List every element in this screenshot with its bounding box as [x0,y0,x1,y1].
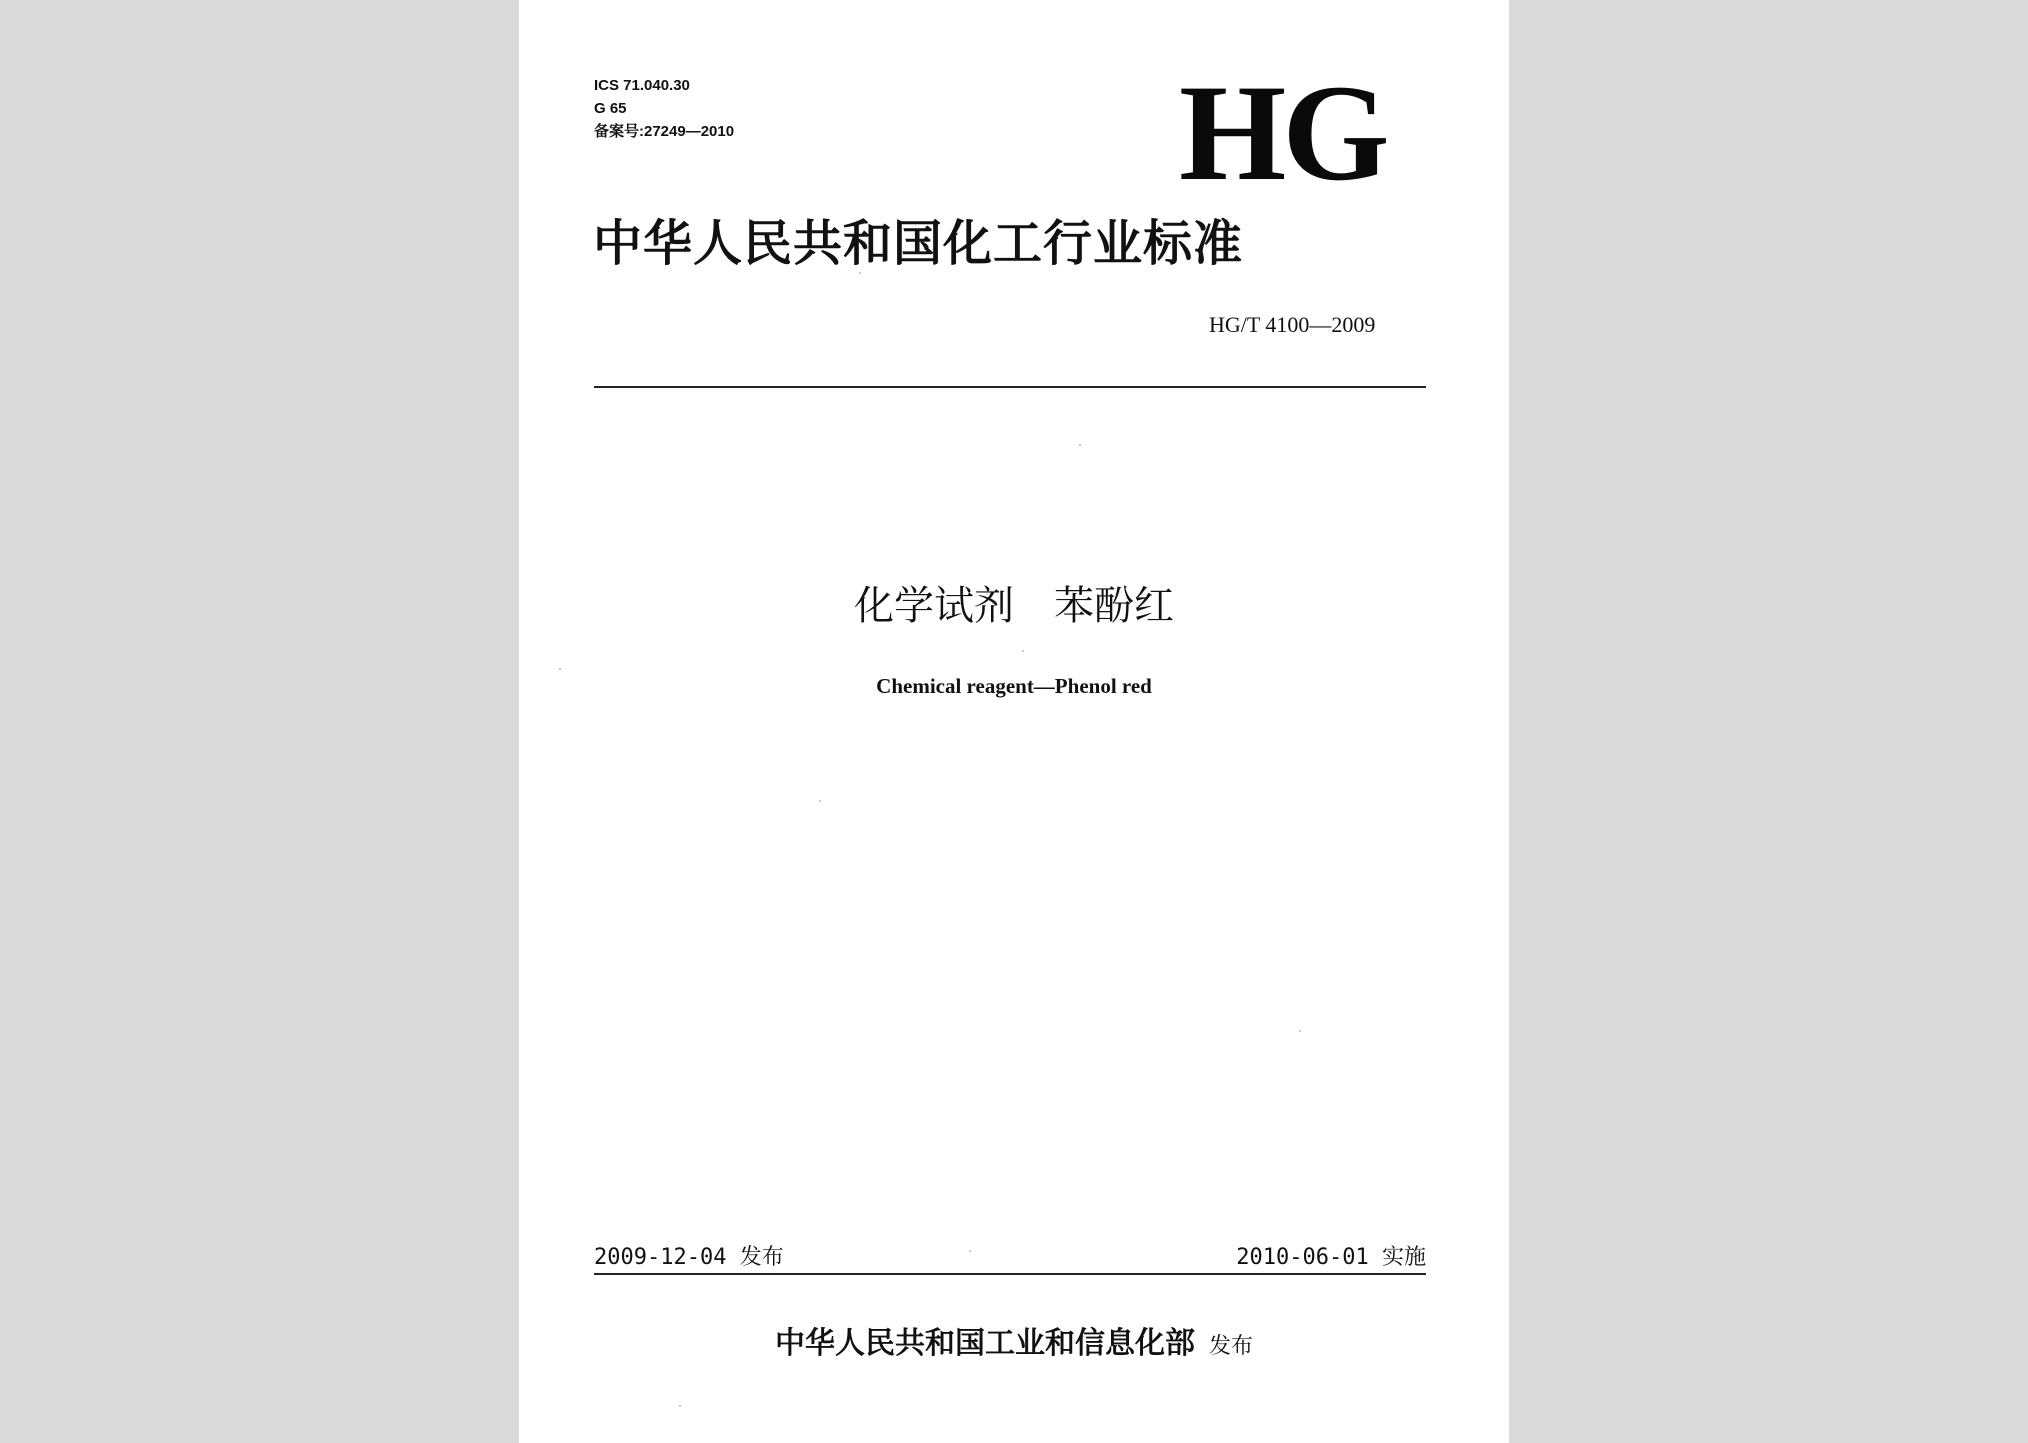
top-divider [594,386,1426,388]
scan-speck [969,1250,971,1252]
scan-speck [1299,1030,1301,1032]
scan-speck [1022,650,1024,652]
scan-speck [559,668,561,670]
filing-number: 备案号:27249—2010 [594,123,735,140]
classification-codes [594,74,734,143]
scan-speck [1079,444,1081,446]
hg-logo: HG [1179,56,1386,209]
issuer-line [519,1318,1509,1362]
document-title-chinese: 化学试剂 苯酚红 [854,583,1174,629]
document-page [519,0,1509,1443]
ics-code: ICS 71.040.30 [594,77,690,94]
bottom-divider [594,1273,1426,1275]
scan-speck [859,272,861,274]
issuer-action: 发布 [1208,1334,1253,1359]
scan-speck [819,800,821,802]
issuer-name: 中华人民共和国工业和信息化部 [774,1326,1195,1361]
publish-date: 2009-12-04 发布 [594,1245,784,1270]
document-title-english: Chemical reagent—Phenol red [876,674,1152,698]
standard-title: 中华人民共和国化工行业标准 [593,215,1244,272]
date-row [594,1240,1426,1274]
standard-number: HG/T 4100—2009 [1209,312,1376,337]
effective-date: 2010-06-01 实施 [1236,1245,1426,1270]
ccs-code: G 65 [594,100,627,117]
scan-speck [679,1405,681,1407]
